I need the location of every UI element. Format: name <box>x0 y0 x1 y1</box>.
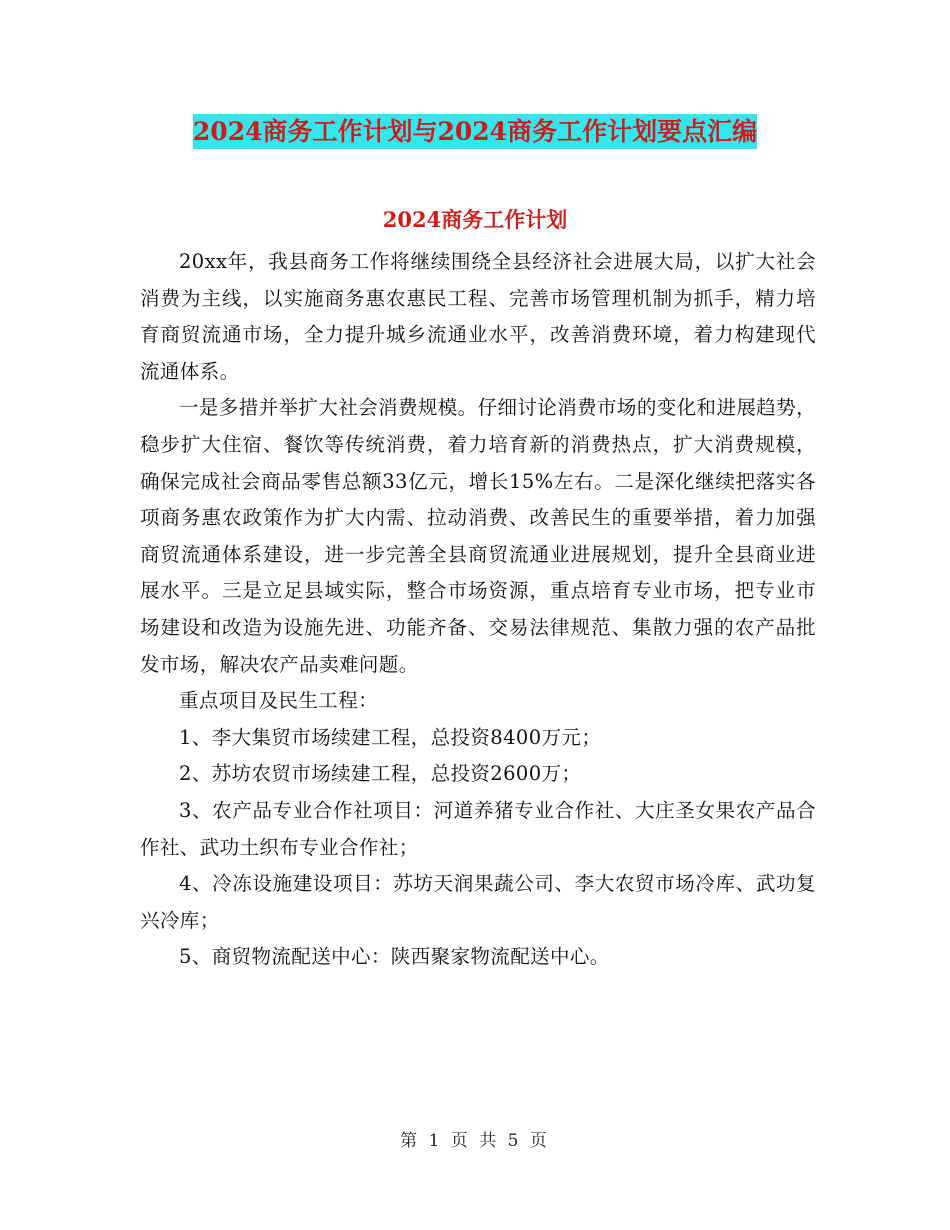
list-item-project-1: 1、李大集贸市场续建工程，总投资8400万元； <box>179 725 602 749</box>
list-item-project-2: 2、苏坊农贸市场续建工程，总投资2600万； <box>179 762 582 786</box>
list-item-project-3: 3、农产品专业合作社项目：河道养猪专业合作社、大庄圣女果农产品合作社、武功土织布专业合作社； <box>140 798 816 859</box>
document-body <box>140 244 816 976</box>
paragraph-measures: 一是多措并举扩大社会消费规模。仔细讨论消费市场的变化和进展趋势，稳步扩大住宿、餐饮等传统消费，着力培育新的消费热点，扩大消费规模，确保完成社会商品零售总额33亿元，增长15%左右。二是深化继续把落实各项商务惠农政策作为扩大内需、拉动消费、改善民生的重要举措，着力加强商贸流通体系建设，进一步完善全县商贸流通业进展规划，提升全县商业进展水平。三是立足县域实际，整合市场资源，重点培育专业市场，把专业市场建设和改造为设施先进、功能齐备、交易法律规范、集散力强的农产品批发市场，解决农产品卖难问题。 <box>140 396 816 676</box>
section-title: 2024商务工作计划 <box>382 207 568 232</box>
list-item-project-4: 4、冷冻设施建设项目：苏坊天润果蔬公司、李大农贸市场冷库、武功复兴冷库； <box>140 872 816 932</box>
document-title-text: 2024商务工作计划与2024商务工作计划要点汇编 <box>193 114 757 149</box>
list-item-project-5: 5、商贸物流配送中心：陕西聚家物流配送中心。 <box>179 945 610 969</box>
page-footer: 第 1 页 共 5 页 <box>400 1131 550 1151</box>
paragraph-intro: 20xx年，我县商务工作将继续围绕全县经济社会进展大局，以扩大社会消费为主线，以实施商务惠农惠民工程、完善市场管理机制为抓手，精力培育商贸流通市场，全力提升城乡流通业水平，改善消费环境，着力构建现代流通体系。 <box>140 250 816 383</box>
document-title <box>0 112 950 148</box>
paragraph-key-projects-heading: 重点项目及民生工程： <box>179 689 379 713</box>
